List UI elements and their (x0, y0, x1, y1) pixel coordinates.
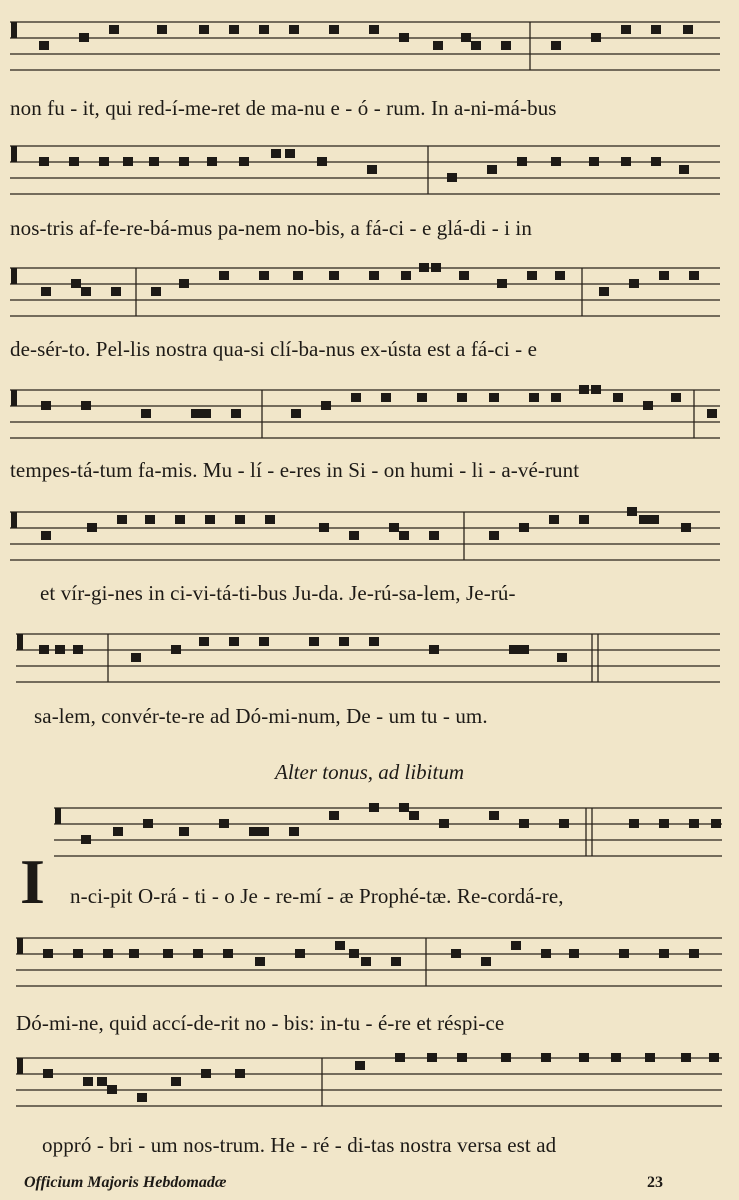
neume (131, 653, 141, 662)
neume (259, 25, 269, 34)
neume (569, 949, 579, 958)
neume (689, 949, 699, 958)
footer-title: Officium Majoris Hebdomadæ (24, 1174, 227, 1191)
neume (599, 287, 609, 296)
neume (361, 957, 371, 966)
neume (349, 531, 359, 540)
neume (117, 515, 127, 524)
neume (447, 173, 457, 182)
neume (459, 271, 469, 280)
neume (433, 41, 443, 50)
neume (409, 811, 419, 820)
neume (73, 949, 83, 958)
neume (97, 1077, 107, 1086)
clef (55, 808, 61, 824)
lyric-line-5: et vír-gi-nes in ci-vi-tá-ti-bus Ju-da. Je-rú-sa-lem, Je-rú- (40, 581, 516, 605)
neume (541, 949, 551, 958)
neume (369, 25, 379, 34)
clef (11, 146, 17, 162)
neume (81, 287, 91, 296)
neume (99, 157, 109, 166)
neume (417, 393, 427, 402)
clef (11, 22, 17, 38)
neume (231, 409, 241, 418)
neume (71, 279, 81, 288)
neume (199, 25, 209, 34)
neume (73, 645, 83, 654)
neume (309, 637, 319, 646)
neume (591, 385, 601, 394)
neume (489, 531, 499, 540)
neume (683, 25, 693, 34)
neume (249, 827, 259, 836)
lyric-line-6: sa-lem, convér-te-re ad Dó-mi-num, De - um tu - um. (34, 704, 488, 728)
neume (649, 515, 659, 524)
neume (129, 949, 139, 958)
neume (369, 803, 379, 812)
neume (219, 819, 229, 828)
neume (81, 401, 91, 410)
neume (541, 1053, 551, 1062)
neume (137, 1093, 147, 1102)
neume (229, 637, 239, 646)
neume (113, 827, 123, 836)
neume (643, 401, 653, 410)
neume (629, 279, 639, 288)
neume (529, 393, 539, 402)
neume (43, 1069, 53, 1078)
neume (107, 1085, 117, 1094)
drop-cap-initial: I (20, 846, 45, 917)
neume (391, 957, 401, 966)
neume (143, 819, 153, 828)
neume (709, 1053, 719, 1062)
neume (429, 531, 439, 540)
neume (295, 949, 305, 958)
neume (291, 409, 301, 418)
neume (681, 1053, 691, 1062)
neume (381, 393, 391, 402)
neume (41, 401, 51, 410)
neume (171, 645, 181, 654)
neume (43, 949, 53, 958)
neume (651, 25, 661, 34)
clef (17, 634, 23, 650)
neume (659, 271, 669, 280)
neume (329, 271, 339, 280)
neume (689, 819, 699, 828)
neume (711, 819, 721, 828)
neume (489, 811, 499, 820)
lyric-line-4: tempes-tá-tum fa-mis. Mu - lí - e-res in Si - on humi - li - a-vé-runt (10, 458, 580, 482)
neume (551, 393, 561, 402)
neume (149, 157, 159, 166)
neume (659, 949, 669, 958)
neume (591, 33, 601, 42)
neume (681, 523, 691, 532)
neume (501, 1053, 511, 1062)
neume (207, 157, 217, 166)
neume (205, 515, 215, 524)
neume (235, 1069, 245, 1078)
neume (511, 941, 521, 950)
neume (179, 827, 189, 836)
neume (191, 409, 201, 418)
lyric-line-9: oppró - bri - um nos-trum. He - ré - di-tas nostra versa est ad (42, 1133, 557, 1157)
neume (229, 25, 239, 34)
neume (223, 949, 233, 958)
neume (487, 165, 497, 174)
neume (163, 949, 173, 958)
neume (559, 819, 569, 828)
lyric-line-8: Dó-mi-ne, quid accí-de-rit no - bis: in-tu - é-re et réspi-ce (16, 1011, 505, 1035)
neume (399, 803, 409, 812)
neume (461, 33, 471, 42)
neume (369, 271, 379, 280)
neume (551, 41, 561, 50)
neume (551, 157, 561, 166)
neume (349, 949, 359, 958)
neume (389, 523, 399, 532)
neume (509, 645, 519, 654)
neume (171, 1077, 181, 1086)
neume (235, 515, 245, 524)
neume (489, 393, 499, 402)
neume (429, 645, 439, 654)
neume (239, 157, 249, 166)
neume (659, 819, 669, 828)
neume (395, 1053, 405, 1062)
neume (517, 157, 527, 166)
neume (579, 1053, 589, 1062)
neume (519, 819, 529, 828)
neume (219, 271, 229, 280)
neume (289, 25, 299, 34)
neume (419, 263, 429, 272)
clef (17, 938, 23, 954)
neume (519, 523, 529, 532)
neume (439, 819, 449, 828)
neume (427, 1053, 437, 1062)
neume (589, 157, 599, 166)
neume (179, 157, 189, 166)
neume (527, 271, 537, 280)
neume (557, 653, 567, 662)
neume (707, 409, 717, 418)
neume (679, 165, 689, 174)
neume (621, 25, 631, 34)
neume (329, 25, 339, 34)
neume (79, 33, 89, 42)
neume (69, 157, 79, 166)
neume (199, 637, 209, 646)
neume (645, 1053, 655, 1062)
neume (259, 827, 269, 836)
neume (555, 271, 565, 280)
neume (255, 957, 265, 966)
neume (399, 33, 409, 42)
neume (41, 287, 51, 296)
neume (367, 165, 377, 174)
neume (151, 287, 161, 296)
neume (55, 645, 65, 654)
neume (335, 941, 345, 950)
clef (11, 512, 17, 528)
neume (355, 1061, 365, 1070)
neume (259, 271, 269, 280)
neume (611, 1053, 621, 1062)
neume (201, 1069, 211, 1078)
neume (481, 957, 491, 966)
neume (179, 279, 189, 288)
neume (639, 515, 649, 524)
neume (81, 835, 91, 844)
neume (145, 515, 155, 524)
neume (259, 637, 269, 646)
neume (285, 149, 295, 158)
neume (41, 531, 51, 540)
neume (457, 393, 467, 402)
neume (629, 819, 639, 828)
neume (83, 1077, 93, 1086)
neume (193, 949, 203, 958)
neume (123, 157, 133, 166)
neume (103, 949, 113, 958)
neume (351, 393, 361, 402)
neume (401, 271, 411, 280)
neume (651, 157, 661, 166)
lyric-line-2: nos-tris af-fe-re-bá-mus pa-nem no-bis, a fá-ci - e glá-di - i in (10, 216, 532, 240)
neume (621, 157, 631, 166)
neume (39, 157, 49, 166)
neume (399, 531, 409, 540)
neume (157, 25, 167, 34)
neume (549, 515, 559, 524)
neume (319, 523, 329, 532)
neume (457, 1053, 467, 1062)
neume (579, 385, 589, 394)
lyric-line-1: non fu - it, qui red-í-me-ret de ma-nu e - ó - rum. In a-ni-má-bus (10, 96, 557, 120)
neume (431, 263, 441, 272)
neume (451, 949, 461, 958)
neume (501, 41, 511, 50)
neume (613, 393, 623, 402)
neume (265, 515, 275, 524)
neume (111, 287, 121, 296)
neume (689, 271, 699, 280)
neume (201, 409, 211, 418)
neume (329, 811, 339, 820)
neume (39, 41, 49, 50)
clef (11, 268, 17, 284)
neume (619, 949, 629, 958)
neume (109, 25, 119, 34)
neume (627, 507, 637, 516)
neume (671, 393, 681, 402)
rubric-alter-tonus: Alter tonus, ad libitum (275, 760, 464, 784)
neume (497, 279, 507, 288)
neume (321, 401, 331, 410)
lyric-line-7: n-ci-pit O-rá - ti - o Je - re-mí - æ Prophé-tæ. Re-cordá-re, (70, 884, 564, 908)
clef (11, 390, 17, 406)
page-number: 23 (647, 1174, 663, 1191)
neume (317, 157, 327, 166)
neume (289, 827, 299, 836)
neume (39, 645, 49, 654)
clef (17, 1058, 23, 1074)
neume (579, 515, 589, 524)
neume (175, 515, 185, 524)
neume (87, 523, 97, 532)
neume (471, 41, 481, 50)
neume (293, 271, 303, 280)
neume (339, 637, 349, 646)
neume (141, 409, 151, 418)
neume (369, 637, 379, 646)
lyric-line-3: de-sér-to. Pel-lis nostra qua-si clí-ba-nus ex-ústa est a fá-ci - e (10, 337, 538, 361)
neume (519, 645, 529, 654)
neume (271, 149, 281, 158)
